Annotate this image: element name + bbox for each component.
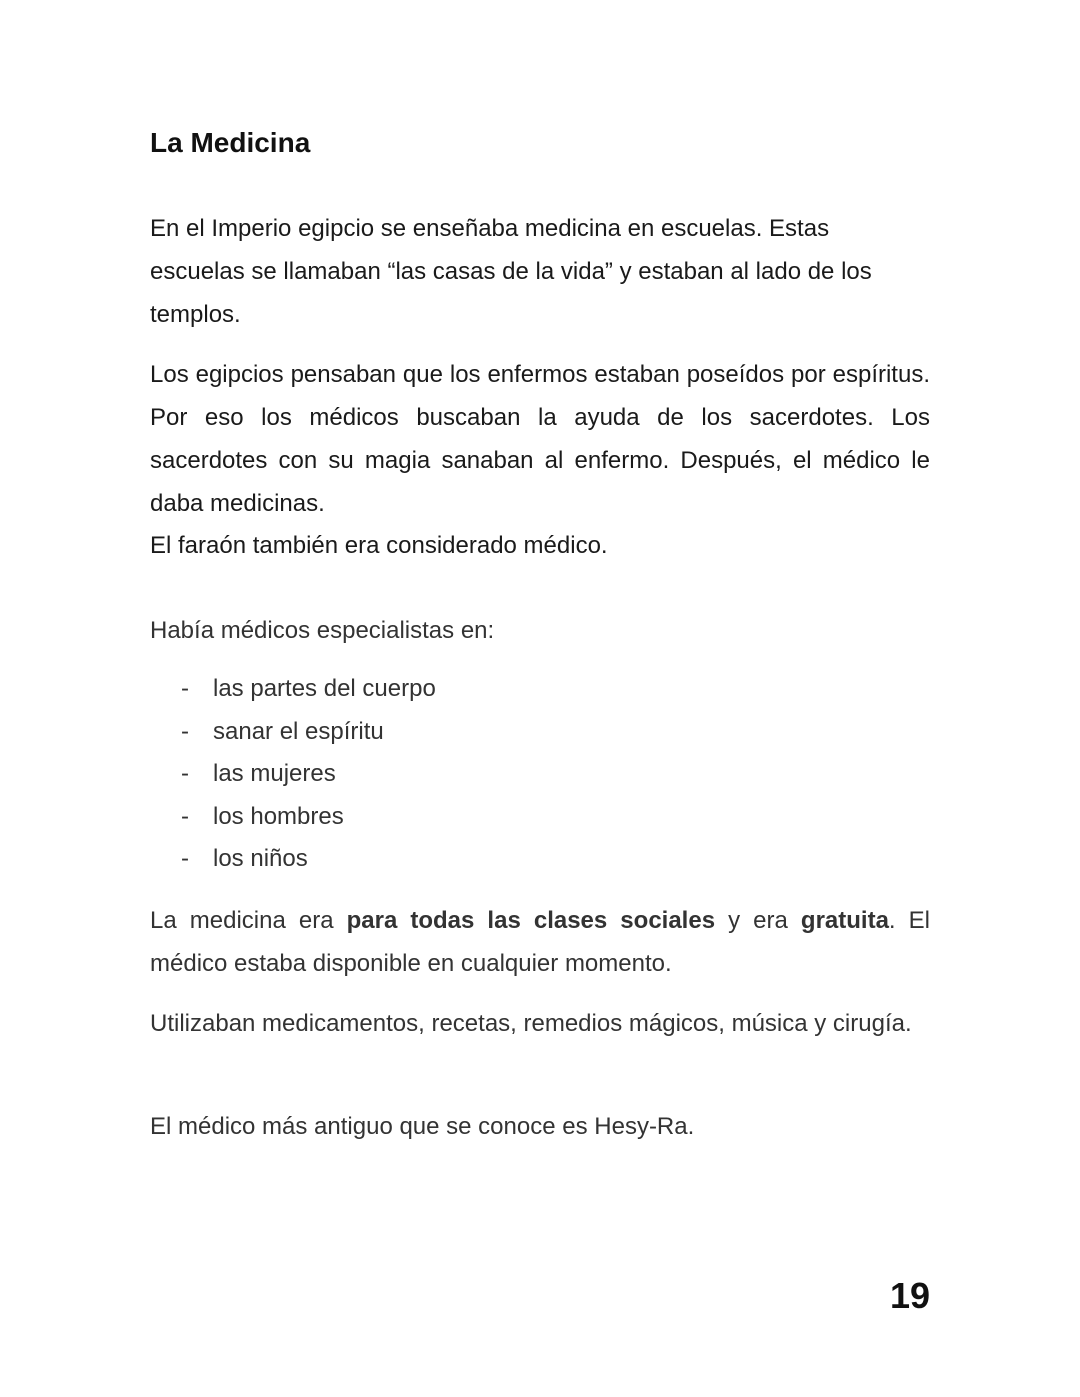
list-dash: - <box>181 675 189 702</box>
list-item-text: las mujeres <box>213 760 336 787</box>
bold-text: gratuita <box>800 907 889 934</box>
paragraph-social-classes <box>150 899 930 985</box>
list-item-text: las partes del cuerpo <box>213 675 436 702</box>
text-span: . El médico estaba disponible en cualquier momento. <box>150 907 930 977</box>
bold-text: para todas las clases sociales <box>346 907 716 934</box>
list-item <box>150 838 930 881</box>
paragraph-spirits: Los egipcios pensaban que los enfermos estaban poseídos por espíritus. Por eso los médicos buscaban la ayuda de los sacerdotes. Los sacerdotes con su magia sanaban al enfermo. Después, el médico le daba medicinas. <box>150 361 930 517</box>
list-dash: - <box>181 845 189 872</box>
text-span: La medicina era <box>150 907 347 934</box>
paragraph-remedies: Utilizaban medicamentos, recetas, remedios mágicos, música y cirugía. <box>150 1010 912 1037</box>
list-item-text: sanar el espíritu <box>213 717 384 745</box>
list-item <box>150 711 930 754</box>
page-number: 19 <box>889 1275 930 1316</box>
list-dash: - <box>181 760 189 787</box>
list-item-text: los hombres <box>213 802 344 830</box>
list-item <box>150 753 930 796</box>
paragraph-hesy-ra: El médico más antiguo que se conoce es Hesy-Ra. <box>150 1113 695 1140</box>
list-item <box>150 796 930 839</box>
specialists-list <box>150 668 930 881</box>
list-dash: - <box>181 802 189 830</box>
paragraph-schools: En el Imperio egipcio se enseñaba medicina en escuelas. Estas escuelas se llamaban “las casas de la vida” y estaban al lado de los templos. <box>150 215 872 328</box>
text-span: y era <box>715 907 801 934</box>
paragraph-pharaoh: El faraón también era considerado médico. <box>150 532 608 559</box>
paragraph-specialists-intro: Había médicos especialistas en: <box>150 617 495 644</box>
list-item <box>150 668 930 711</box>
page-title: La Medicina <box>150 127 311 158</box>
list-dash: - <box>181 717 189 745</box>
list-item-text: los niños <box>213 845 308 872</box>
